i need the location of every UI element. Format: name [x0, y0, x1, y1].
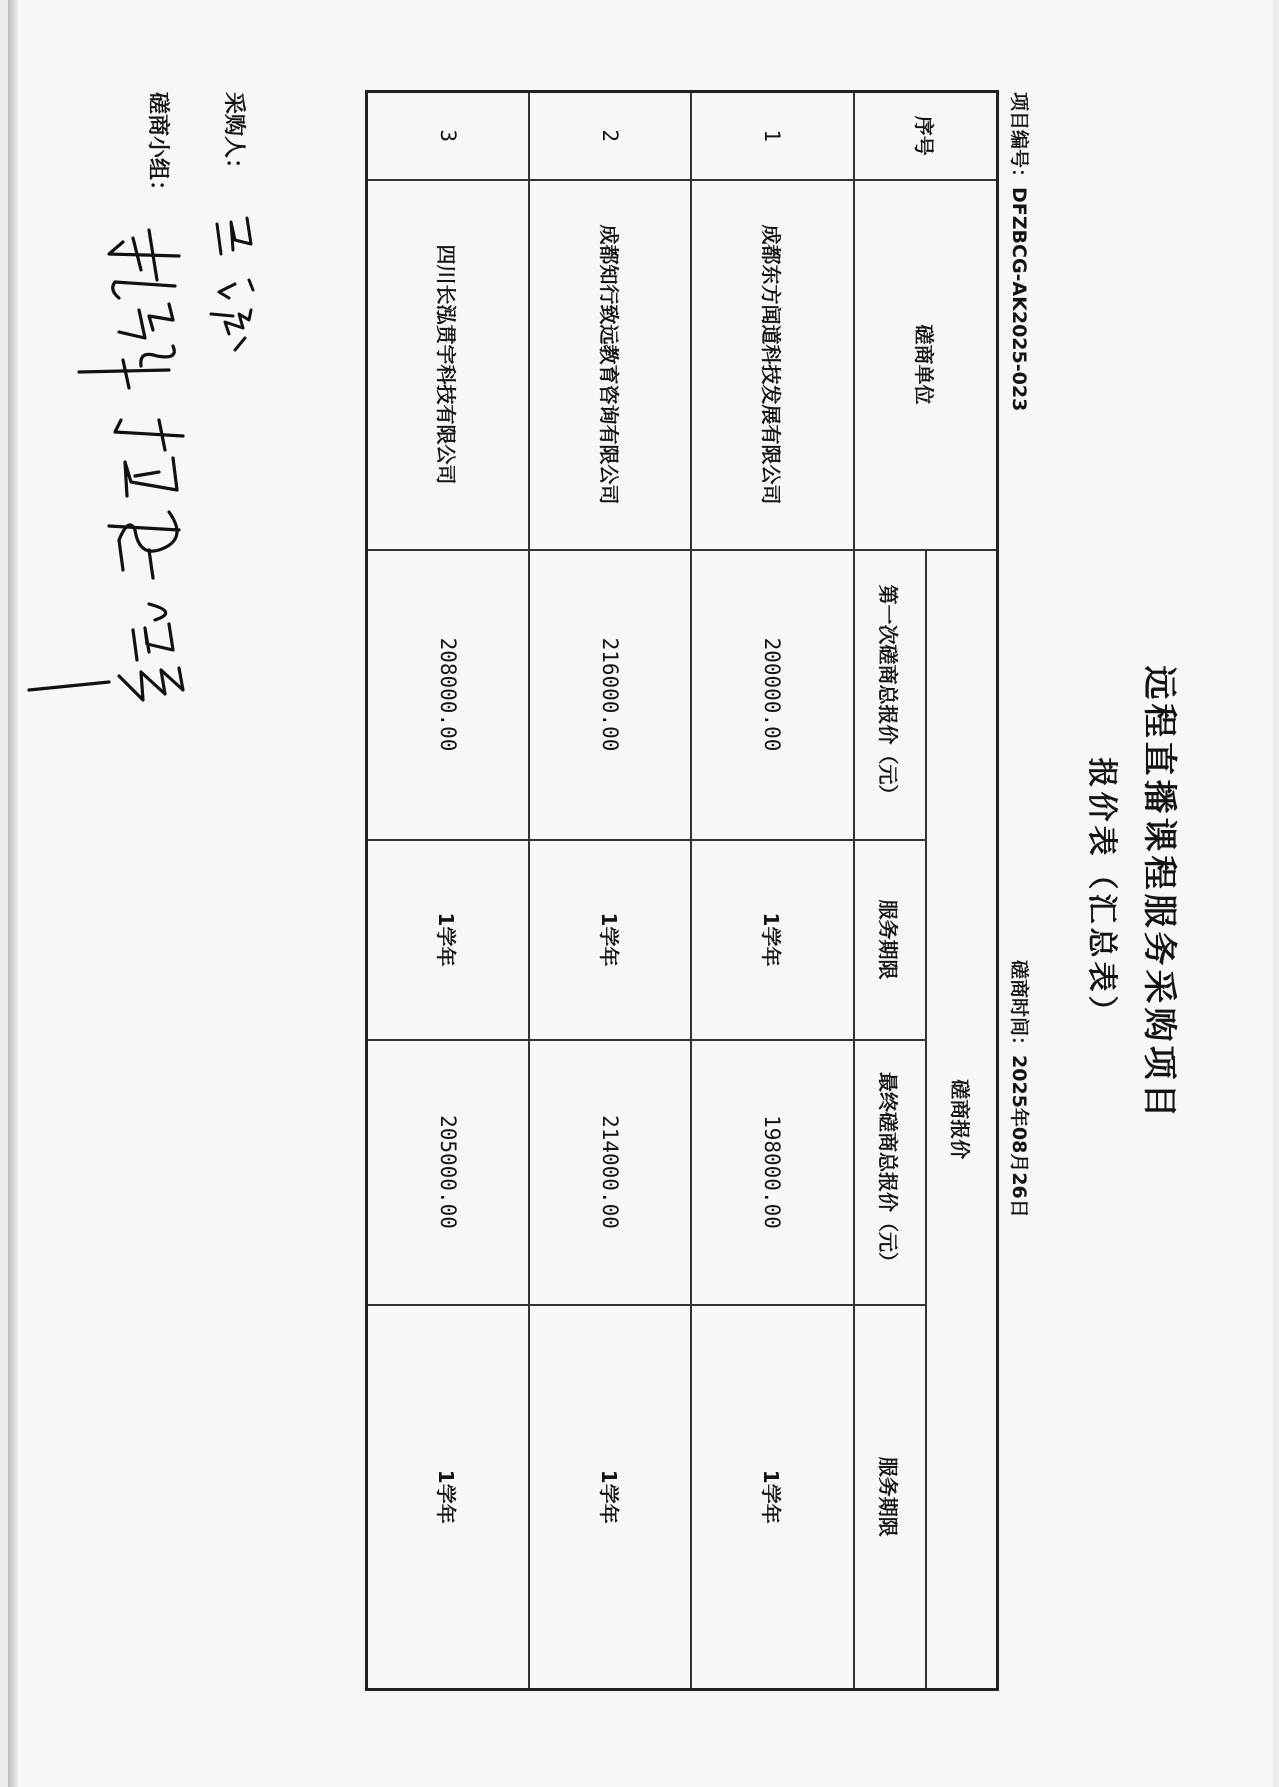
- cell-first-period: 1学年: [367, 840, 529, 1040]
- panel-label: 磋商小组：: [145, 92, 170, 203]
- cell-final-quote: 205000.00: [367, 1040, 529, 1305]
- project-number: 项目编号：DFZBCG-AK2025-023: [1008, 92, 1030, 412]
- header-first-quote: 第一次磋商总报价（元）: [854, 550, 926, 840]
- quotation-summary-table: [365, 90, 999, 1691]
- cell-first-period: 1学年: [529, 840, 691, 1040]
- cell-company: 成都知行致远教育咨询有限公司: [529, 180, 691, 550]
- cell-seq: 1: [691, 92, 853, 180]
- cell-first-quote: 216000.00: [529, 550, 691, 840]
- cell-final-period: 1学年: [691, 1305, 853, 1690]
- cell-final-quote: 198000.00: [691, 1040, 853, 1305]
- cell-first-period: 1学年: [691, 840, 853, 1040]
- panel-signatures: [19, 220, 219, 740]
- cell-first-quote: 208000.00: [367, 550, 529, 840]
- cell-first-quote: 200000.00: [691, 550, 853, 840]
- document-subtitle: 报价表（汇总表）: [1084, 757, 1119, 1030]
- table-header-row: [926, 92, 998, 1690]
- header-seq: 序号: [854, 92, 998, 180]
- table-row: [691, 92, 853, 1690]
- header-quote-group: 磋商报价: [926, 550, 998, 1690]
- cell-final-quote: 214000.00: [529, 1040, 691, 1305]
- cell-company: 成都东方闻道科技发展有限公司: [691, 180, 853, 550]
- cell-seq: 2: [529, 92, 691, 180]
- document-title: 远程直播课程服务采购项目: [1139, 665, 1179, 1122]
- header-company: 磋商单位: [854, 180, 998, 550]
- cell-final-period: 1学年: [529, 1305, 691, 1690]
- cell-seq: 3: [367, 92, 529, 180]
- purchaser-label: 采购人：: [221, 92, 246, 181]
- table-row: [367, 92, 529, 1690]
- cell-final-period: 1学年: [367, 1305, 529, 1690]
- header-final-period: 服务期限: [854, 1305, 926, 1690]
- header-first-period: 服务期限: [854, 840, 926, 1040]
- negotiation-time: 磋商时间：2025年08月26日: [1008, 960, 1030, 1218]
- cell-company: 四川长泓贯宇科技有限公司: [367, 180, 529, 550]
- table-row: [529, 92, 691, 1690]
- header-final-quote: 最终磋商总报价（元）: [854, 1040, 926, 1305]
